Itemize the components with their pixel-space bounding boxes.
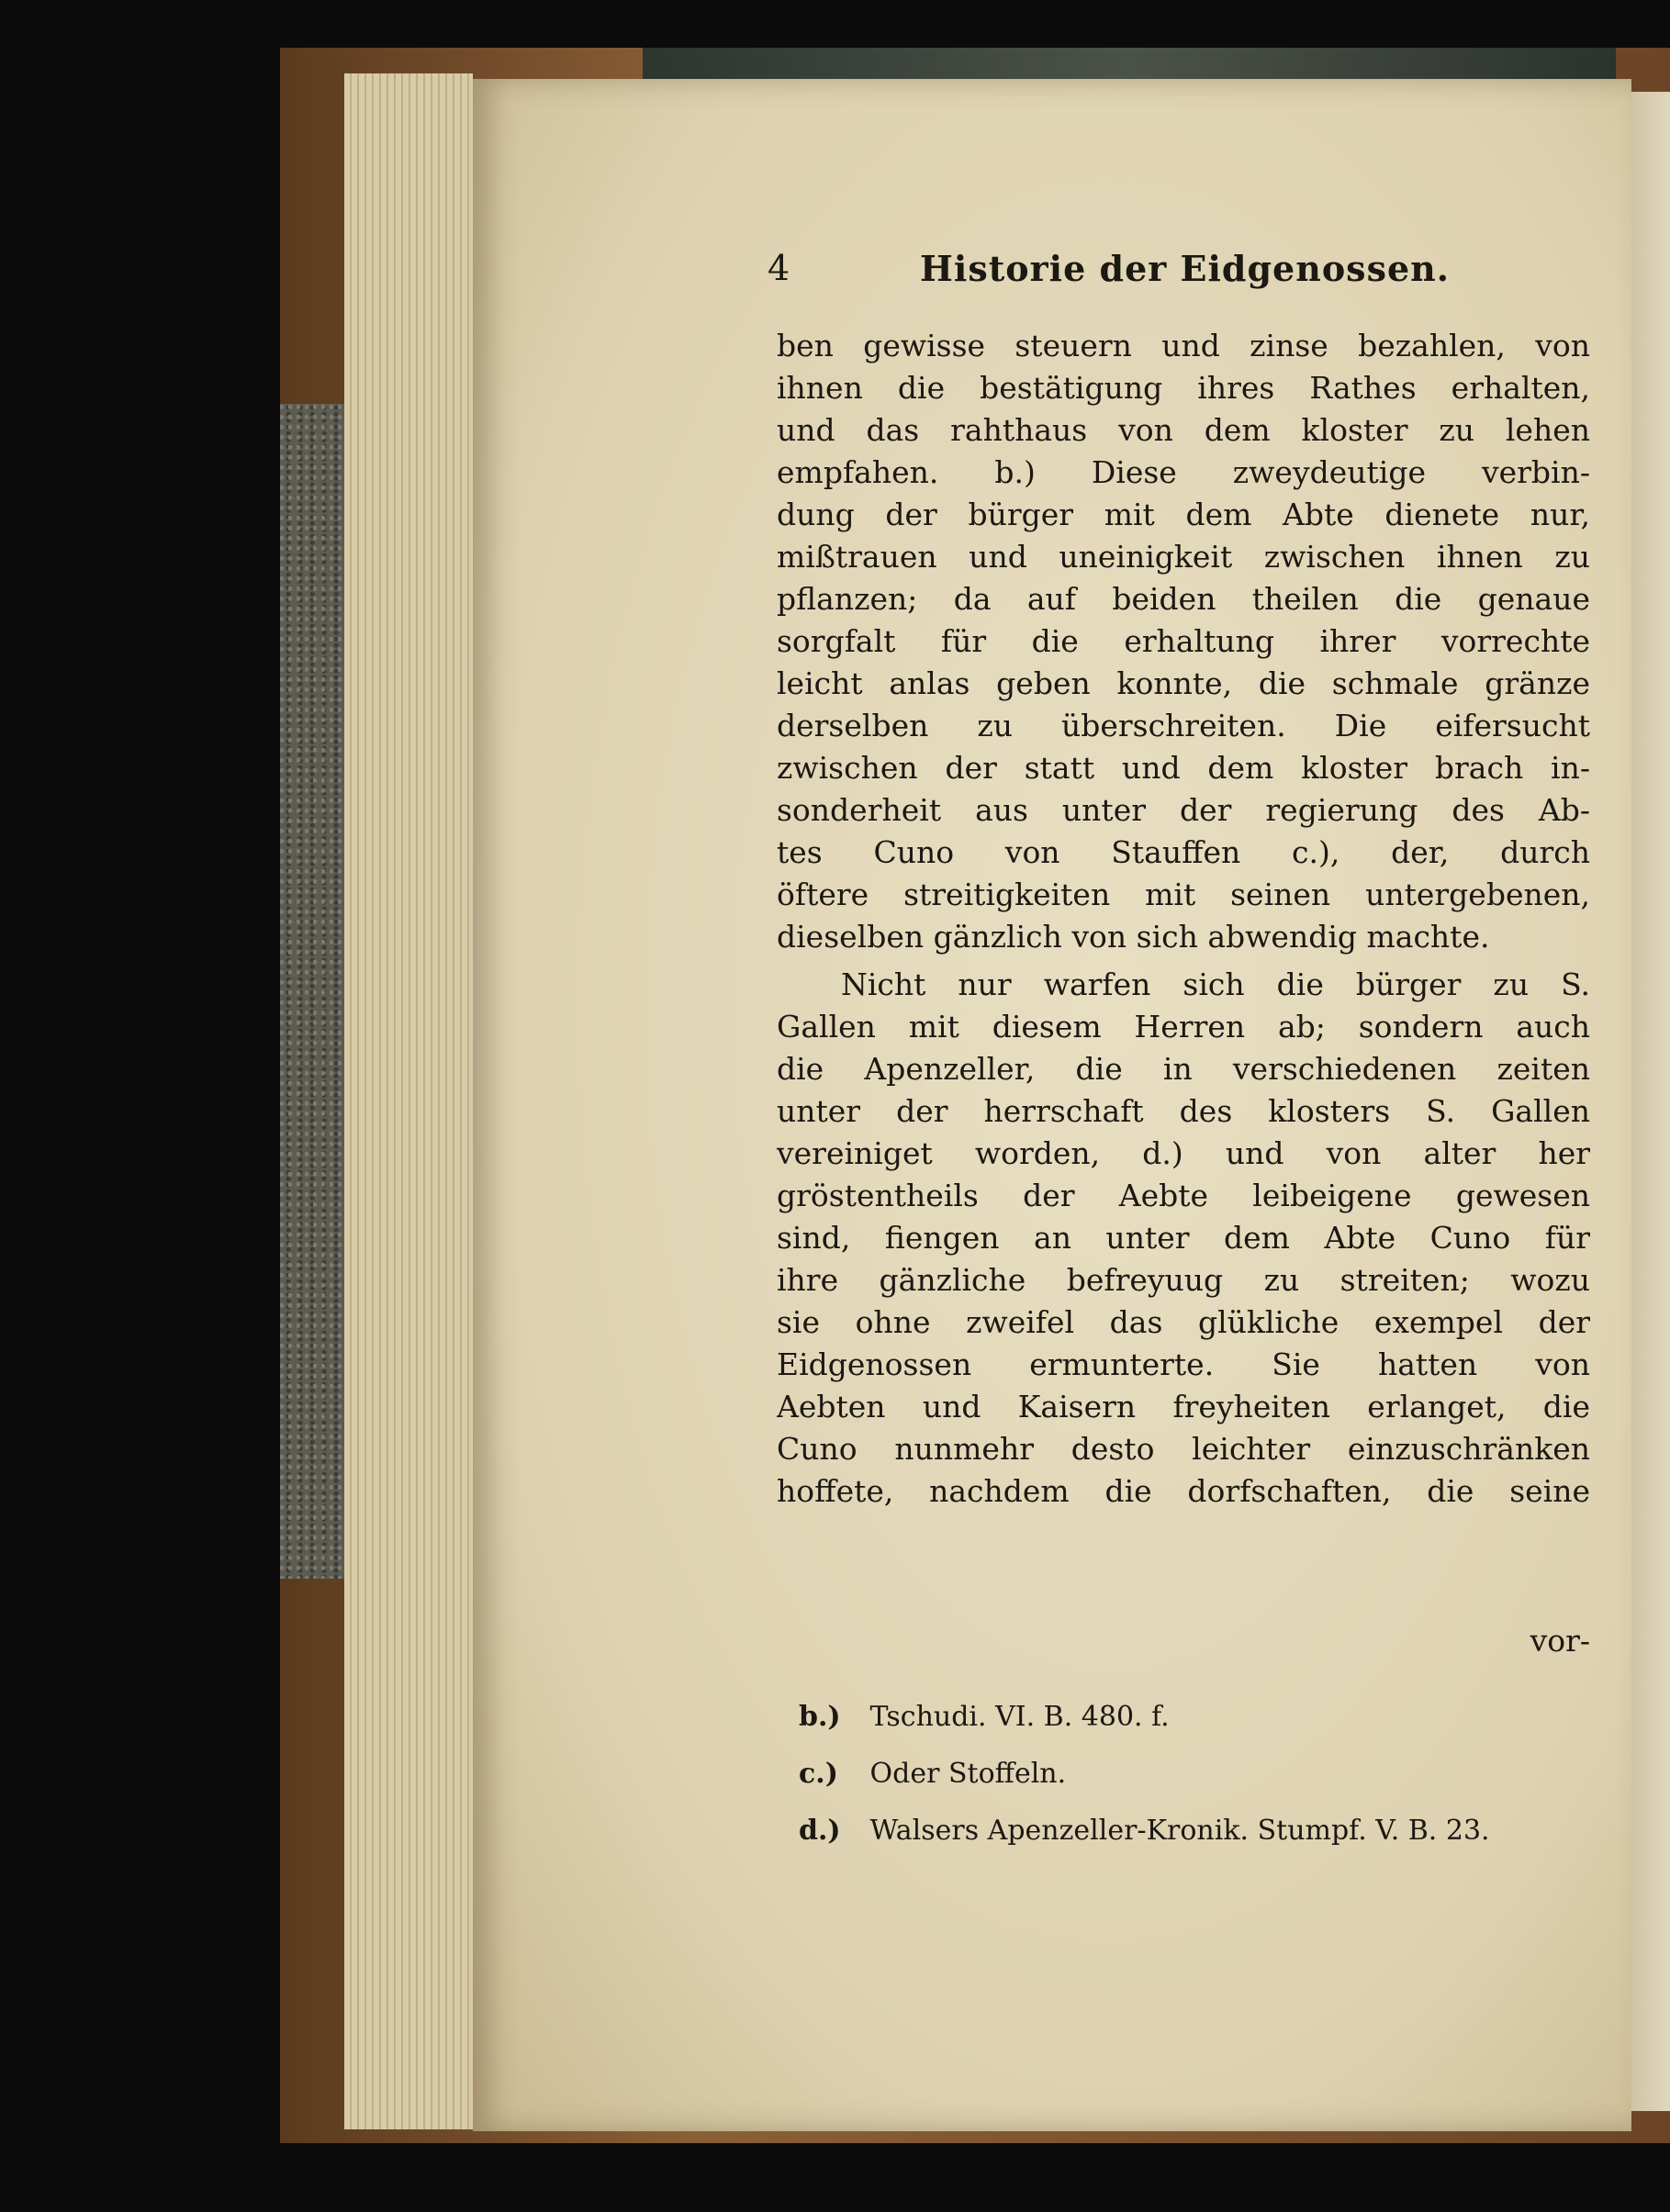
text-line: und das rahthaus von dem kloster zu lehen: [777, 412, 1590, 448]
text-line: pflanzen; da auf beiden theilen die genaue: [777, 581, 1590, 617]
page-header: [768, 248, 1594, 292]
running-title: Historie der Eidgenossen.: [920, 248, 1451, 289]
text-line: vereiniget worden, d.) und von alter her: [777, 1135, 1590, 1171]
footnotes: [799, 1689, 1607, 1860]
text-line: hoffete, nachdem die dorfschaften, die seine: [777, 1473, 1590, 1509]
body-text: [777, 325, 1590, 1513]
text-line: sind, fiengen an unter dem Abte Cuno für: [777, 1220, 1590, 1256]
text-line: ben gewisse steuern und zinse bezahlen, von: [777, 328, 1590, 363]
facing-page-edge: [1631, 92, 1670, 2111]
text-line: empfahen. b.) Diese zweydeutige verbin-: [777, 454, 1590, 490]
text-line: öftere streitigkeiten mit seinen untergebenen,: [777, 877, 1590, 912]
text-line: sorgfalt für die erhaltung ihrer vorrechte: [777, 623, 1590, 659]
text-line: Cuno nunmehr desto leichter einzuschränken: [777, 1431, 1590, 1467]
text-line: mißtrauen und uneinigkeit zwischen ihnen zu: [777, 539, 1590, 575]
text-line: Nicht nur warfen sich die bürger zu S.: [841, 966, 1590, 1002]
text-line: Gallen mit diesem Herren ab; sondern auch: [777, 1009, 1590, 1045]
text-line: ihre gänzliche befreyuug zu streiten; wozu: [777, 1262, 1590, 1298]
footnote-mark: b.): [799, 1701, 841, 1733]
footnote-text: Walsers Apenzeller-Kronik. Stumpf. V. B. 23.: [869, 1815, 1490, 1847]
page-edges: [344, 73, 473, 2129]
footnote: [799, 1746, 1607, 1803]
text-line: sonderheit aus unter der regierung des Ab-: [777, 792, 1590, 828]
text-line: Eidgenossen ermunterte. Sie hatten von: [777, 1346, 1590, 1382]
text-line: zwischen der statt und dem kloster brach in-: [777, 750, 1590, 786]
text-line: dieselben gänzlich von sich abwendig machte.: [777, 919, 1490, 955]
footnote: [799, 1803, 1607, 1860]
page-number: 4: [768, 248, 790, 288]
text-line: tes Cuno von Stauffen c.), der, durch: [777, 834, 1590, 870]
text-line: unter der herrschaft des klosters S. Gallen: [777, 1093, 1590, 1129]
text-line: ihnen die bestätigung ihres Rathes erhalten,: [777, 370, 1590, 406]
text-line: die Apenzeller, die in verschiedenen zeiten: [777, 1051, 1590, 1087]
footnote-text: Tschudi. VI. B. 480. f.: [869, 1701, 1170, 1733]
footnote-text: Oder Stoffeln.: [869, 1758, 1067, 1790]
text-line: sie ohne zweifel das glükliche exempel der: [777, 1304, 1590, 1340]
footnote: [799, 1689, 1607, 1746]
footnote-mark: d.): [799, 1815, 841, 1847]
text-line: gröstentheils der Aebte leibeigene gewesen: [777, 1178, 1590, 1213]
text-line: leicht anlas geben konnte, die schmale gränze: [777, 665, 1590, 701]
marbled-cover-strip: [280, 404, 344, 1579]
text-line: Aebten und Kaisern freyheiten erlanget, die: [777, 1389, 1590, 1424]
catchword: vor-: [1530, 1623, 1590, 1659]
cover-top-strip: [643, 48, 1616, 81]
text-line: derselben zu überschreiten. Die eifersucht: [777, 708, 1590, 743]
footnote-mark: c.): [799, 1758, 838, 1790]
text-line: dung der bürger mit dem Abte dienete nur,: [777, 497, 1590, 532]
